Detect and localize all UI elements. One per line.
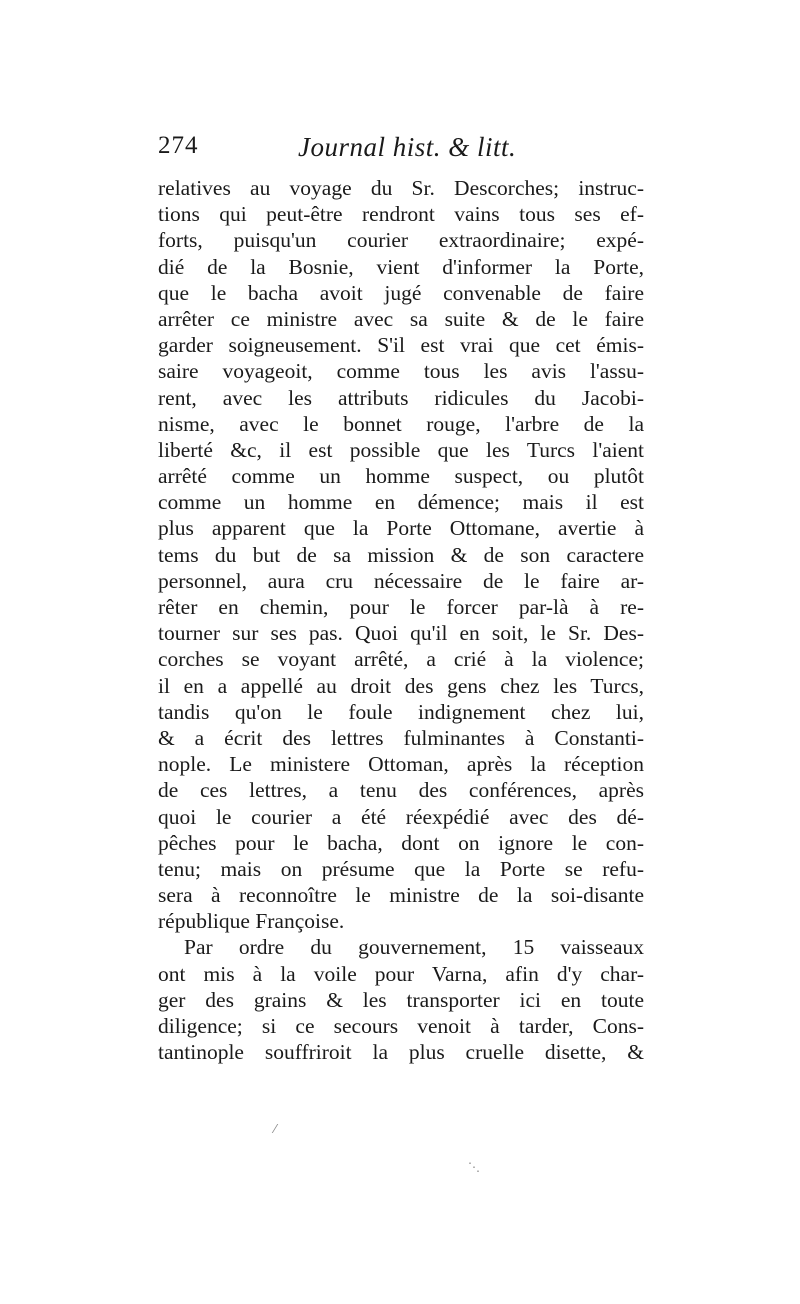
text-line: que le bacha avoit jugé convenable de faire xyxy=(158,280,644,305)
text-line: arrêté comme un homme suspect, ou plutôt xyxy=(158,464,644,489)
text-line: république Françoise. xyxy=(158,909,345,934)
text-line: de ces lettres, a tenu des conférences, après xyxy=(158,778,644,803)
text-line: plus apparent que la Porte Ottomane, avertie à xyxy=(158,516,644,541)
text-line: relatives au voyage du Sr. Descorches; instruc- xyxy=(158,176,644,200)
text-line: tandis qu'on le foule indignement chez lui, xyxy=(158,699,644,724)
text-line: rent, avec les attributs ridicules du Jacobi- xyxy=(158,385,644,410)
text-line: nople. Le ministere Ottoman, après la réception xyxy=(158,752,644,777)
text-line: tenu; mais on présume que la Porte se refu- xyxy=(158,856,644,881)
text-line: quoi le courier a été réexpédié avec des dé- xyxy=(158,804,644,829)
page-number: 274 xyxy=(158,132,199,159)
text-line: saire voyageoit, comme tous les avis l'assu- xyxy=(158,359,644,384)
text-line: arrêter ce ministre avec sa suite & de le faire xyxy=(158,306,644,331)
text-line: nisme, avec le bonnet rouge, l'arbre de la xyxy=(158,411,644,436)
running-title: Journal hist. & litt. xyxy=(298,132,517,162)
text-line: tions qui peut-être rendront vains tous ses ef- xyxy=(158,202,644,227)
text-line: il en a appellé au droit des gens chez les Turcs, xyxy=(158,673,644,698)
text-line: forts, puisqu'un courier extraordinaire; expé- xyxy=(158,228,644,253)
text-line: sera à reconnoître le ministre de la soi-disante xyxy=(158,883,644,908)
text-line: personnel, aura cru nécessaire de le faire ar- xyxy=(158,568,644,593)
page-header xyxy=(158,132,644,172)
ink-speck: ⁄ xyxy=(274,1122,277,1136)
text-line: corches se voyant arrêté, a crié à la violence; xyxy=(158,647,644,672)
text-line: tems du but de sa mission & de son caractere xyxy=(158,542,644,567)
paragraph-start-line: Par ordre du gouvernement, 15 vaisseaux xyxy=(184,935,644,960)
text-line: tourner sur ses pas. Quoi qu'il en soit, le Sr. Des- xyxy=(158,621,644,646)
text-line: ger des grains & les transporter ici en toute xyxy=(158,987,644,1012)
text-line: liberté &c, il est possible que les Turcs l'aient xyxy=(158,437,644,462)
text-line: garder soigneusement. S'il est vrai que cet émis- xyxy=(158,333,644,358)
text-line: rêter en chemin, pour le forcer par-là à re- xyxy=(158,595,644,619)
text-line: ont mis à la voile pour Varna, afin d'y char- xyxy=(158,961,644,986)
text-line: & a écrit des lettres fulminantes à Constanti- xyxy=(158,725,644,750)
text-line: dié de la Bosnie, vient d'informer la Porte, xyxy=(158,254,644,279)
text-line: pêches pour le bacha, dont on ignore le con- xyxy=(158,830,644,855)
body-text xyxy=(158,175,644,1065)
text-line: diligence; si ce secours venoit à tarder, Cons- xyxy=(158,1014,644,1038)
ink-speck: ⋱ xyxy=(468,1160,480,1174)
text-line: tantinople souffriroit la plus cruelle disette, & xyxy=(158,1040,644,1065)
text-line: comme un homme en démence; mais il est xyxy=(158,490,644,515)
